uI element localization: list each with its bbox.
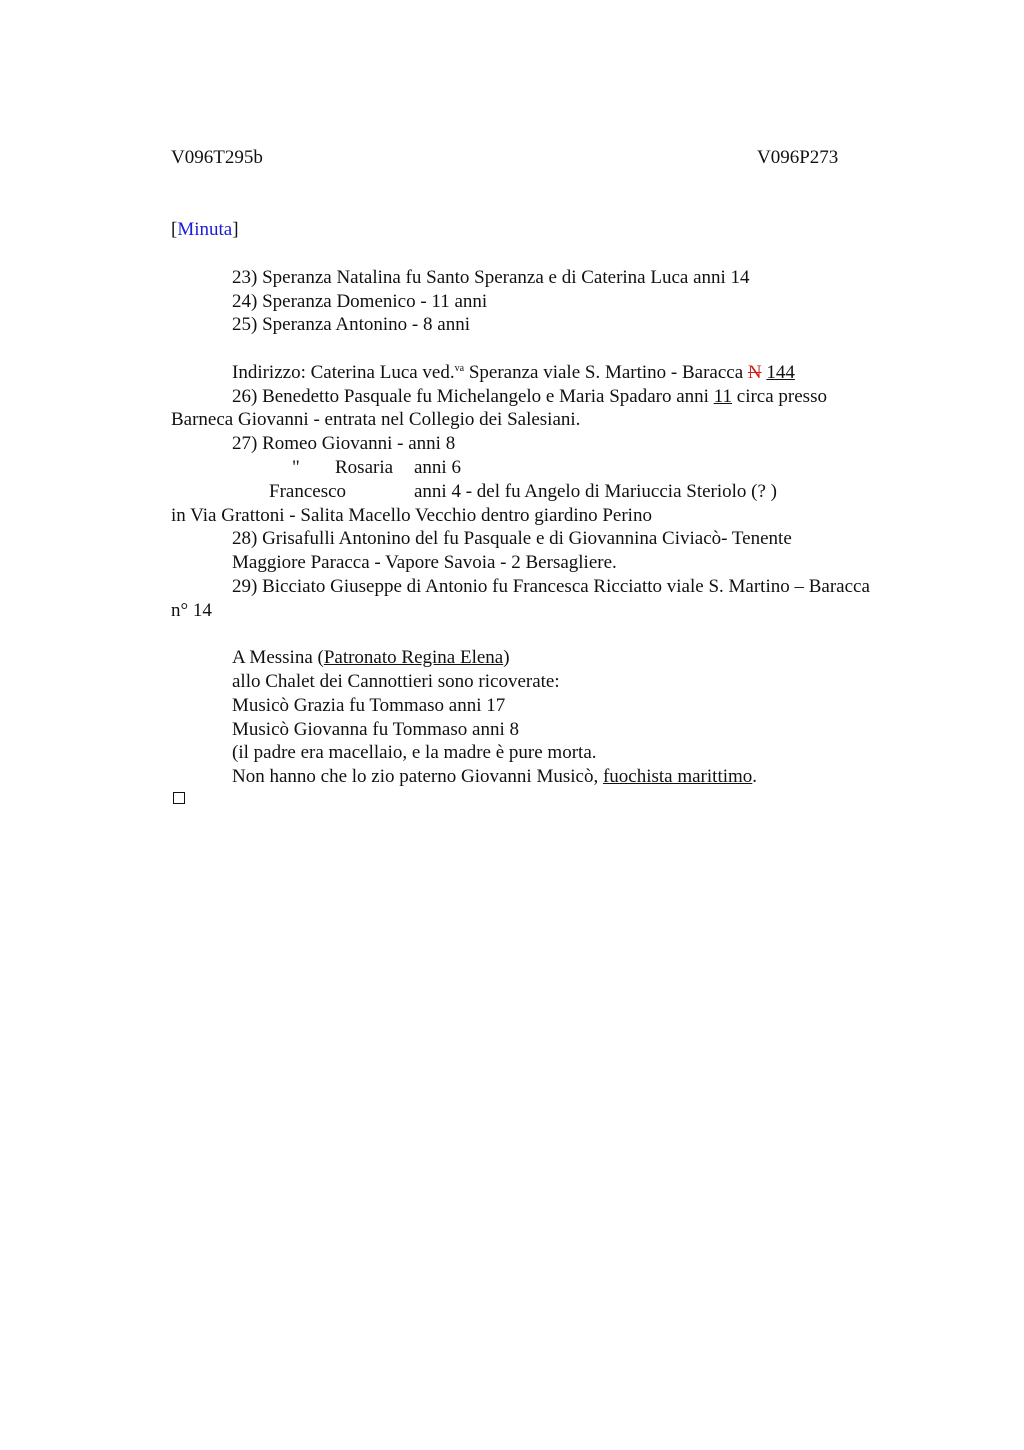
messina-text-b: ) xyxy=(503,647,510,668)
minuta-close-bracket: ] xyxy=(232,219,239,240)
messina-line-6 xyxy=(232,765,757,789)
entry-25: 25) Speranza Antonino - 8 anni xyxy=(232,314,470,335)
messina-text-a: A Messina ( xyxy=(232,647,324,668)
minuta-link[interactable]: Minuta xyxy=(177,219,233,240)
entry-24: 24) Speranza Domenico - 11 anni xyxy=(232,291,488,312)
entry-29-line1: 29) Bicciato Giuseppe di Antonio fu Francesca Ricciatto viale S. Martino – Baracca xyxy=(232,576,870,597)
entry-28-line2: Maggiore Paracca - Vapore Savoia - 2 Bersagliere. xyxy=(232,552,617,573)
entry-27-francesco: Francesco xyxy=(269,481,347,502)
entry-28-line1: 28) Grisafulli Antonino del fu Pasquale e di Giovannina Civiacò- Tenente xyxy=(232,528,792,549)
address-superscript: va xyxy=(454,363,465,374)
address-text-b: Speranza viale S. Martino - Baracca xyxy=(464,362,748,383)
messina-line-6-period: . xyxy=(752,766,758,787)
address-line xyxy=(232,361,795,388)
entry-27-rosaria: Rosaria xyxy=(335,457,394,478)
entry-26-line2: Barneca Giovanni - entrata nel Collegio dei Salesiani. xyxy=(171,409,581,430)
address-number: 144 xyxy=(766,362,795,383)
address-deleted-n: N xyxy=(747,362,762,383)
messina-line-4: Musicò Giovanna fu Tommaso anni 8 xyxy=(232,719,519,740)
entry-29-line2: n° 14 xyxy=(171,600,212,621)
end-checkbox[interactable] xyxy=(173,792,185,804)
entry-23: 23) Speranza Natalina fu Santo Speranza e di Caterina Luca anni 14 xyxy=(232,267,750,288)
entry-27-ditto-mark: " xyxy=(292,457,300,478)
entry-26-age: 11 xyxy=(713,386,733,407)
entry-26-line1 xyxy=(232,385,827,409)
messina-line-3: Musicò Grazia fu Tommaso anni 17 xyxy=(232,695,506,716)
entry-27-rosaria-age: anni 6 xyxy=(414,457,461,478)
entry-26-text-b: circa presso xyxy=(732,386,827,407)
entry-27-address: in Via Grattoni - Salita Macello Vecchio dentro giardino Perino xyxy=(171,505,652,526)
messina-line-5: (il padre era macellaio, e la madre è pure morta. xyxy=(232,742,597,763)
minuta-tag xyxy=(171,218,239,242)
messina-line-6-text: Non hanno che lo zio paterno Giovanni Musicò, xyxy=(232,766,603,787)
address-text-a: Indirizzo: Caterina Luca ved. xyxy=(232,362,455,383)
entry-27-francesco-details: anni 4 - del fu Angelo di Mariuccia Steriolo (? ) xyxy=(414,481,778,502)
minuta-open-bracket: [ xyxy=(171,219,178,240)
messina-line-6-fuochista: fuochista marittimo xyxy=(602,766,753,787)
entry-27: 27) Romeo Giovanni - anni 8 xyxy=(232,433,456,454)
header-left-code: V096T295b xyxy=(171,147,263,168)
messina-line-2: allo Chalet dei Cannottieri sono ricoverate: xyxy=(232,671,560,692)
entry-26-text-a: 26) Benedetto Pasquale fu Michelangelo e Maria Spadaro anni xyxy=(232,386,714,407)
messina-heading xyxy=(232,646,510,670)
messina-patronato: Patronato Regina Elena xyxy=(323,647,504,668)
header-right-code: V096P273 xyxy=(757,147,839,168)
